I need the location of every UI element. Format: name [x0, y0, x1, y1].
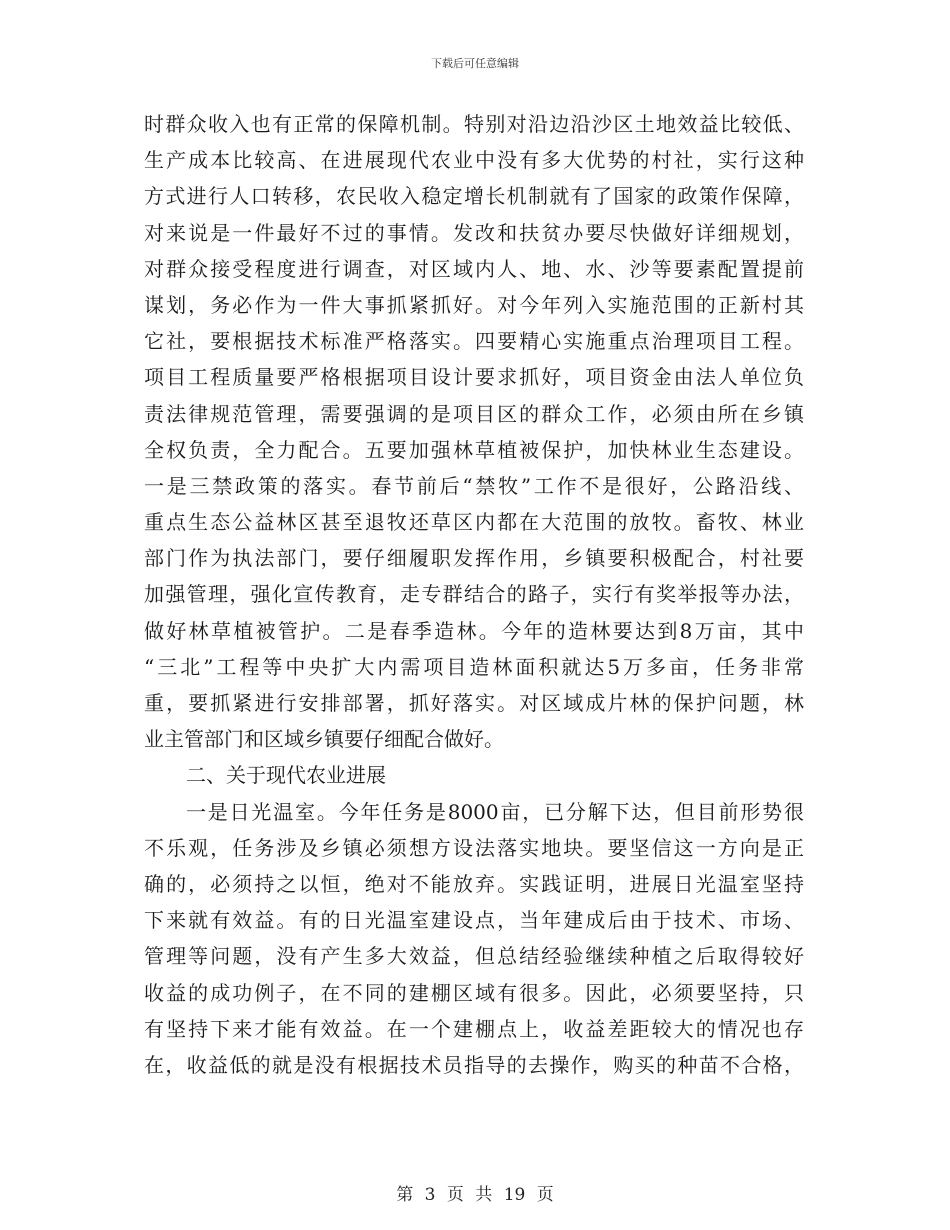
text-line: 在，收益低的就是没有根据技术员指导的去操作，购买的种苗不合格，	[144, 1052, 804, 1077]
text-line: 重点生态公益林区甚至退牧还草区内都在大范围的放牧。畜牧、林业	[144, 510, 804, 535]
text-line: 加强管理，强化宣传教育，走专群结合的路子，实行有奖举报等办法，	[144, 582, 804, 607]
text-line: 有坚持下来才能有效益。在一个建棚点上，收益差距较大的情况也存	[144, 1016, 804, 1041]
text-line: 责法律规范管理，需要强调的是项目区的群众工作，必须由所在乡镇	[144, 401, 804, 426]
text-line: 谋划，务必作为一件大事抓紧抓好。对今年列入实施范围的正新村其	[144, 292, 804, 317]
text-line: 方式进行人口转移，农民收入稳定增长机制就有了国家的政策作保障，	[144, 184, 804, 209]
document-body	[144, 106, 804, 1083]
text-line: 时群众收入也有正常的保障机制。特别对沿边沿沙区土地效益比较低、	[144, 112, 804, 136]
text-line: 对群众接受程度进行调查，对区域内人、地、水、沙等要素配置提前	[144, 256, 804, 281]
text-line: 一是日光温室。今年任务是8000亩，已分解下达，但目前形势很	[186, 799, 804, 824]
section-heading: 二、关于现代农业进展	[186, 763, 386, 788]
text-line: 下来就有效益。有的日光温室建设点，当年建成后由于技术、市场、	[144, 908, 804, 933]
text-line: 部门作为执法部门，要仔细履职发挥作用，乡镇要积极配合，村社要	[144, 546, 804, 571]
text-line: 业主管部门和区域乡镇要仔细配合做好。	[144, 727, 504, 752]
text-line: 做好林草植被管护。二是春季造林。今年的造林要达到8万亩，其中	[144, 618, 804, 643]
text-line: 一是三禁政策的落实。春节前后“禁牧”工作不是很好，公路沿线、	[144, 473, 804, 498]
text-line: 全权负责，全力配合。五要加强林草植被保护，加快林业生态建设。	[144, 437, 804, 462]
text-line: 收益的成功例子，在不同的建棚区域有很多。因此，必须要坚持，只	[144, 980, 804, 1005]
text-line: 项目工程质量要严格根据项目设计要求抓好，项目资金由法人单位负	[144, 365, 804, 390]
text-line: 管理等问题，没有产生多大效益，但总结经验继续种植之后取得较好	[144, 944, 804, 969]
page-number: 第 3 页 共 19 页	[396, 1185, 554, 1205]
text-line: 它社，要根据技术标准严格落实。四要精心实施重点治理项目工程。	[144, 329, 804, 354]
text-line: 确的，必须持之以恒，绝对不能放弃。实践证明，进展日光温室坚持	[144, 871, 804, 896]
text-line: 对来说是一件最好不过的事情。发改和扶贫办要尽快做好详细规划，	[144, 220, 804, 245]
page-header: 下载后可任意编辑	[431, 57, 519, 70]
text-line: 生产成本比较高、在进展现代农业中没有多大优势的村社，实行这种	[144, 148, 804, 173]
text-line: 不乐观，任务涉及乡镇必须想方设法落实地块。要坚信这一方向是正	[144, 835, 804, 860]
text-line: 重，要抓紧进行安排部署，抓好落实。对区域成片林的保护问题，林	[144, 691, 804, 715]
text-line: “三北”工程等中央扩大内需项目造林面积就达5万多亩，任务非常	[144, 654, 804, 679]
